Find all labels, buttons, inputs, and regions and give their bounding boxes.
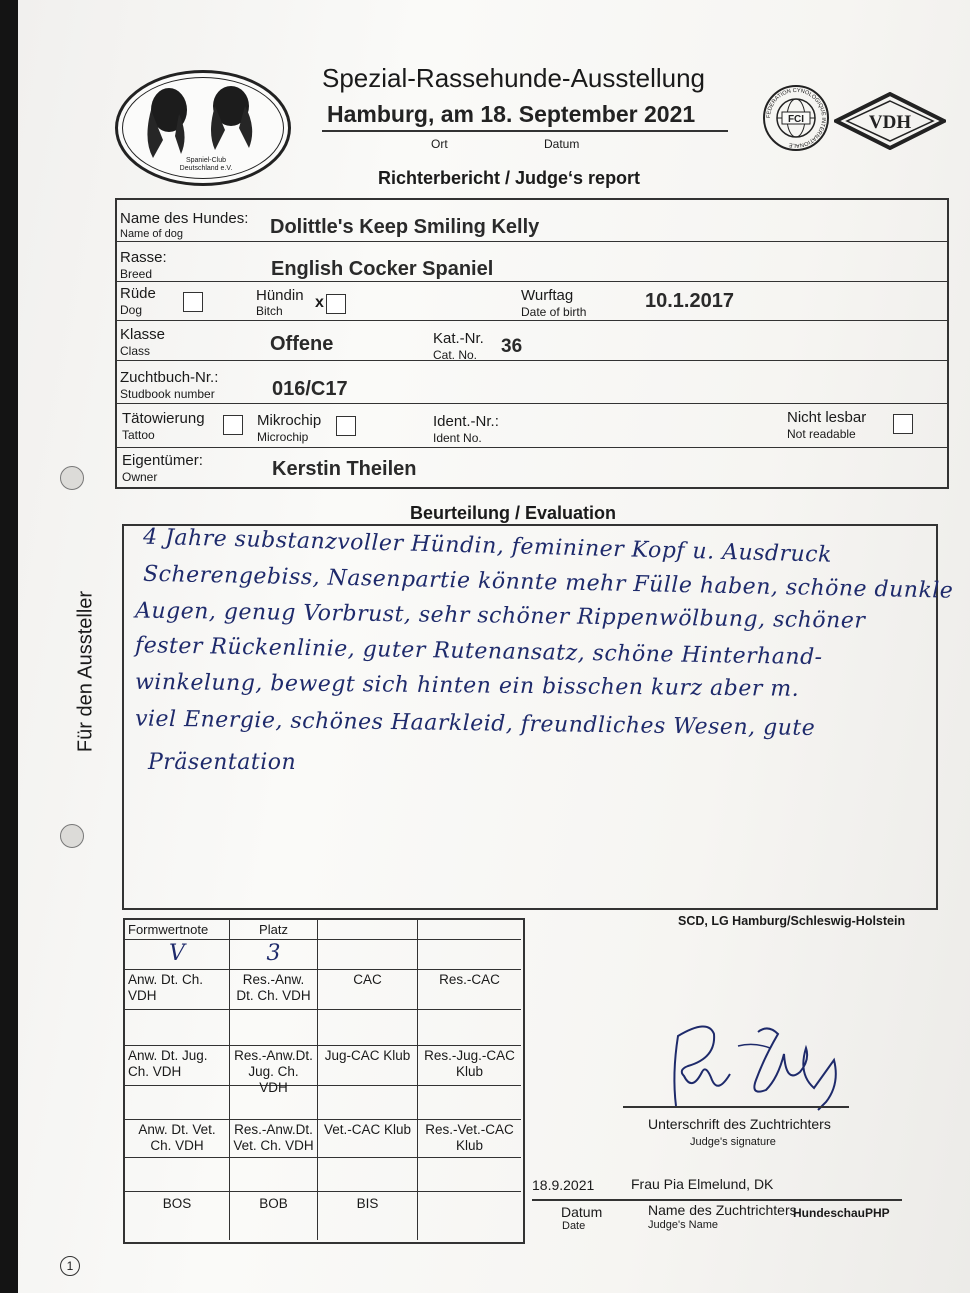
fci-seal-icon xyxy=(762,84,830,152)
fci-ring-text: FEDERATION CYNOLOGIQUE INTERNATIONALE xyxy=(765,87,827,149)
dog-details-table xyxy=(115,198,949,489)
anw-dt-vet-ch-label: Anw. Dt. Vet. Ch. VDH xyxy=(125,1120,230,1158)
owner-value: Kerstin Theilen xyxy=(272,458,417,480)
bos-label: BOS xyxy=(125,1192,230,1240)
grid-empty-cell xyxy=(230,1086,318,1120)
dog-sex-label: Rüde xyxy=(120,285,156,302)
bis-label: BIS xyxy=(318,1192,418,1240)
row-class xyxy=(117,320,947,361)
grid-empty-cell xyxy=(418,1192,521,1240)
not-readable-checkbox[interactable] xyxy=(893,414,913,434)
microchip-label-en: Microchip xyxy=(257,430,309,444)
grid-empty-cell xyxy=(418,920,521,940)
grades-grid xyxy=(123,918,525,1244)
punch-hole-bottom xyxy=(60,824,84,848)
signature-label-en: Judge's signature xyxy=(690,1136,776,1148)
club-group-label: SCD, LG Hamburg/Schleswig-Holstein xyxy=(678,914,906,928)
tattoo-label: Tätowierung xyxy=(122,410,205,427)
dog-name-value: Dolittle's Keep Smiling Kelly xyxy=(270,216,540,238)
ident-number-label: Ident.-Nr.: xyxy=(433,413,499,430)
bob-label: BOB xyxy=(230,1192,318,1240)
evaluation-line-1: 4 Jahre substanzvoller Hündin, femininer Kopf u. Ausdruck xyxy=(142,524,833,568)
judge-name-value: Frau Pia Elmelund, DK xyxy=(631,1176,774,1192)
formwertnote-value: V xyxy=(125,940,230,970)
grid-empty-cell xyxy=(125,1158,230,1192)
grid-empty-cell xyxy=(125,1086,230,1120)
evaluation-line-3: Augen, genug Vorbrust, sehr schöner Rippenwölbung, schöner xyxy=(134,598,866,634)
anw-dt-ch-label: Anw. Dt. Ch. VDH xyxy=(125,970,230,1010)
bitch-label-en: Bitch xyxy=(256,304,283,318)
judge-report-sheet xyxy=(18,0,970,1293)
evaluation-line-6: viel Energie, schönes Haarkleid, freundliches Wesen, gute xyxy=(134,706,816,741)
res-jug-cac-label: Res.-Jug.-CAC Klub xyxy=(418,1046,521,1086)
date-label: Datum xyxy=(544,137,580,151)
page-number: 1 xyxy=(60,1256,80,1276)
studbook-label: Zuchtbuch-Nr.: xyxy=(120,369,219,386)
place-date-underline xyxy=(322,130,728,132)
row-dog-name xyxy=(117,200,947,242)
catalog-number-label: Kat.-Nr. xyxy=(433,330,484,347)
class-label: Klasse xyxy=(120,326,166,343)
not-readable-label-en: Not readable xyxy=(787,427,856,441)
class-label-en: Class xyxy=(120,344,151,358)
res-vet-cac-label: Res.-Vet.-CAC Klub xyxy=(418,1120,521,1158)
ident-number-label-en: Ident No. xyxy=(433,431,482,445)
dog-checkbox[interactable] xyxy=(183,292,203,312)
platz-value: 3 xyxy=(230,940,318,970)
owner-label-en: Owner xyxy=(122,470,158,484)
evaluation-line-7: Präsentation xyxy=(148,750,297,775)
grid-empty-cell xyxy=(318,940,418,970)
vet-cac-label: Vet.-CAC Klub xyxy=(318,1120,418,1158)
grid-empty-cell xyxy=(418,940,521,970)
club-name-line2: Deutschland e.V. xyxy=(179,165,233,172)
birth-label-en: Date of birth xyxy=(521,305,587,319)
vdh-logo-icon xyxy=(834,92,946,150)
punch-hole-top xyxy=(60,466,84,490)
show-place-date: Hamburg, am 18. September 2021 xyxy=(327,101,696,127)
show-title: Spezial-Rassehunde-Ausstellung xyxy=(322,63,706,93)
grid-empty-cell xyxy=(318,920,418,940)
judge-name-label: Name des Zuchtrichters xyxy=(648,1202,797,1218)
studbook-value: 016/C17 xyxy=(272,378,348,400)
place-label: Ort xyxy=(431,137,448,151)
software-label: HundeschauPHP xyxy=(793,1206,890,1220)
date-name-line xyxy=(532,1199,902,1201)
judge-name-label-en: Judge's Name xyxy=(648,1219,718,1231)
row-studbook xyxy=(117,360,947,404)
evaluation-title: Beurteilung / Evaluation xyxy=(410,503,617,523)
signature-line xyxy=(623,1106,849,1108)
breed-label-en: Breed xyxy=(120,267,153,281)
jug-cac-label: Jug-CAC Klub xyxy=(318,1046,418,1086)
fci-label: FCI xyxy=(787,114,805,125)
side-label-exhibitor: Für den Aussteller xyxy=(74,590,97,753)
dog-sex-label-en: Dog xyxy=(120,303,143,317)
bitch-label: Hündin xyxy=(256,287,304,304)
grid-empty-cell xyxy=(318,1158,418,1192)
tattoo-label-en: Tattoo xyxy=(122,428,155,442)
footer-date-label: Datum xyxy=(561,1204,603,1220)
grid-empty-cell xyxy=(230,1010,318,1046)
studbook-label-en: Studbook number xyxy=(120,387,215,401)
bitch-checkbox[interactable] xyxy=(326,294,346,314)
judging-date-value: 18.9.2021 xyxy=(532,1177,595,1193)
grid-empty-cell xyxy=(418,1158,521,1192)
grid-empty-cell xyxy=(125,1010,230,1046)
class-value: Offene xyxy=(270,333,334,355)
dog-name-label-en: Name of dog xyxy=(120,228,183,240)
grid-empty-cell xyxy=(230,1158,318,1192)
row-owner xyxy=(117,447,947,485)
dog-name-label: Name des Hundes: xyxy=(120,210,249,227)
tattoo-checkbox[interactable] xyxy=(223,415,243,435)
cac-label: CAC xyxy=(318,970,418,1010)
bitch-checkbox-mark: x xyxy=(315,294,324,311)
microchip-label: Mikrochip xyxy=(257,412,322,429)
grid-empty-cell xyxy=(318,1010,418,1046)
not-readable-label: Nicht lesbar xyxy=(787,409,867,426)
row-identification xyxy=(117,403,947,448)
res-anw-dt-jug-ch-label: Res.-Anw.Dt. Jug. Ch. VDH xyxy=(230,1046,318,1086)
grid-empty-cell xyxy=(418,1010,521,1046)
grid-empty-cell xyxy=(418,1086,521,1120)
row-sex-birth xyxy=(117,281,947,321)
club-name-line1: Spaniel-Club xyxy=(185,157,227,164)
res-cac-label: Res.-CAC xyxy=(418,970,521,1010)
spaniel-club-logo xyxy=(115,70,291,186)
signature-label: Unterschrift des Zuchtrichters xyxy=(648,1116,831,1132)
evaluation-line-2: Scherengebiss, Nasenpartie könnte mehr Fülle haben, schöne dunkle xyxy=(142,561,954,604)
breed-label: Rasse: xyxy=(120,249,167,266)
anw-dt-jug-ch-label: Anw. Dt. Jug. Ch. VDH xyxy=(125,1046,230,1086)
vdh-label: VDH xyxy=(868,112,912,133)
catalog-number-label-en: Cat. No. xyxy=(433,348,478,362)
res-anw-dt-vet-ch-label: Res.-Anw.Dt. Vet. Ch. VDH xyxy=(230,1120,318,1158)
judge-signature xyxy=(638,1014,868,1114)
res-anw-dt-ch-label: Res.-Anw. Dt. Ch. VDH xyxy=(230,970,318,1010)
footer-date-label-en: Date xyxy=(562,1220,586,1232)
report-title: Richterbericht / Judge‘s report xyxy=(378,168,641,188)
grid-empty-cell xyxy=(318,1086,418,1120)
formwertnote-label: Formwertnote xyxy=(125,920,230,940)
evaluation-line-4: fester Rückenlinie, guter Rutenansatz, schöne Hinterhand- xyxy=(134,633,823,671)
evaluation-line-5: winkelung, bewegt sich hinten ein bisschen kurz aber m. xyxy=(134,669,800,702)
catalog-number-value: 36 xyxy=(501,336,523,357)
birth-label: Wurftag xyxy=(521,287,574,304)
owner-label: Eigentümer: xyxy=(122,452,203,469)
platz-label: Platz xyxy=(230,920,318,940)
microchip-checkbox[interactable] xyxy=(336,416,356,436)
row-breed xyxy=(117,241,947,282)
breed-value: English Cocker Spaniel xyxy=(271,258,494,280)
birth-date-value: 10.1.2017 xyxy=(645,290,734,312)
